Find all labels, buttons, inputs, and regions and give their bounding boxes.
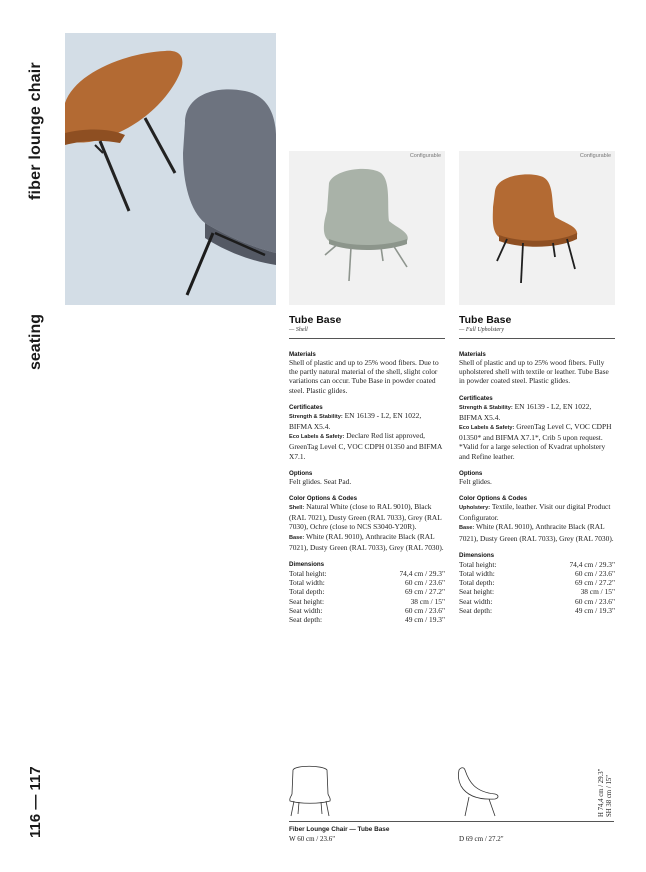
materials-text: Shell of plastic and up to 25% wood fibers. Fully upholstered shell with textile or leather. Tube Base in powder coated steel. Plastic glides. <box>459 358 609 386</box>
leather-chair-leg <box>145 118 175 173</box>
color-options-section <box>459 495 615 543</box>
color-label: Upholstery: <box>459 505 491 512</box>
table-row <box>459 587 615 596</box>
dim-label: Total height: <box>289 569 327 579</box>
product-image-leather-chair <box>459 151 615 305</box>
drawing-caption-title: Fiber Lounge Chair — Tube Base <box>289 826 390 833</box>
section-heading: Certificates <box>289 403 323 411</box>
dimensions-table <box>459 560 615 615</box>
front-view-leg <box>298 802 299 814</box>
leather-chair-shell <box>65 51 182 143</box>
section-heading: Color Options & Codes <box>289 495 358 503</box>
dim-label: Seat height: <box>289 596 325 606</box>
section-heading: Color Options & Codes <box>459 495 528 503</box>
side-view-leg <box>489 799 495 816</box>
materials-section <box>459 351 615 386</box>
product-name: Tube Base <box>459 314 512 326</box>
depth-dimension-label: D 69 cm / 27.2" <box>459 835 504 843</box>
cert-text: EN 16139 - L2, EN 1022, BIFMA X5.4. <box>459 401 592 422</box>
table-row <box>459 578 615 587</box>
dim-value: 74,4 cm / 29.3" <box>399 569 445 579</box>
dim-value: 38 cm / 15" <box>580 587 615 597</box>
certificate-line <box>289 411 445 431</box>
configurable-tag: Configurable <box>579 153 611 159</box>
section-heading: Materials <box>459 351 486 358</box>
section-heading: Materials <box>289 351 316 358</box>
dim-label: Total height: <box>459 559 497 569</box>
dim-value: 38 cm / 15" <box>410 596 445 606</box>
certificates-section <box>289 404 445 461</box>
leather-chair-illustration <box>459 151 615 305</box>
color-text: White (RAL 9010), Anthracite Black (RAL 7021), Dusty Green (RAL 7033), Grey (RAL 7030). <box>289 531 444 552</box>
materials-section <box>289 351 445 395</box>
table-row <box>289 597 445 606</box>
leather-chair-leg <box>567 239 575 269</box>
options-text: Felt glides. Seat Pad. <box>289 476 352 486</box>
color-line <box>289 532 445 552</box>
table-row <box>459 597 615 606</box>
hero-photo <box>65 33 276 305</box>
certificates-section <box>459 395 615 461</box>
color-label: Shell: <box>289 505 305 512</box>
color-options-section <box>289 495 445 552</box>
divider <box>459 338 615 339</box>
configurable-tag: Configurable <box>409 153 441 159</box>
section-heading: Dimensions <box>289 561 325 569</box>
dim-label: Seat depth: <box>459 605 493 615</box>
options-section <box>459 470 615 486</box>
materials-text: Shell of plastic and up to 25% wood fibers. Due to the partly natural material of the shell, slight color variations can occur. Tube Base in powder coated steel. Plastic glides. <box>289 358 439 395</box>
certificate-line <box>459 402 615 422</box>
color-line <box>289 502 445 532</box>
product-name: Tube Base <box>289 314 342 326</box>
width-dimension-label: W 60 cm / 23.6" <box>289 835 336 843</box>
footer-divider <box>289 821 614 822</box>
product-card-shell <box>289 151 445 624</box>
front-view-leg <box>321 802 322 814</box>
front-view-drawing <box>285 764 335 818</box>
table-row <box>289 587 445 596</box>
leather-chair-leg <box>497 239 507 261</box>
certificate-line <box>289 431 445 461</box>
table-row <box>459 569 615 578</box>
color-line <box>459 522 615 542</box>
dim-label: Seat depth: <box>289 615 323 625</box>
dim-label: Total width: <box>459 569 495 579</box>
cert-text: Declare Red list approved, GreenTag Level C, VOC CDPH 01350 and BIFMA X7.1. <box>289 431 442 461</box>
cert-text: GreenTag Level C, VOC CDPH 01350* and BIFMA X7.1*, Crib 5 upon request. *Valid for a large selection of Kvadrat upholstery and Refine leather. <box>459 422 612 461</box>
dim-value: 49 cm / 19.3" <box>405 615 445 625</box>
dim-label: Seat width: <box>289 605 323 615</box>
green-chair-leg <box>393 245 407 267</box>
cert-label: Strength & Stability: <box>459 404 513 411</box>
grey-chair-back <box>183 89 276 253</box>
section-heading: Options <box>459 469 483 477</box>
section-heading: Certificates <box>459 394 493 402</box>
dim-value: 49 cm / 19.3" <box>575 605 615 615</box>
cert-label: Eco Labels & Safety: <box>289 434 345 441</box>
leather-chair-leg <box>521 243 523 283</box>
leather-chair-shell <box>493 174 577 242</box>
color-text: Textile, leather. Visit our digital Product Configurator. <box>459 502 611 523</box>
table-row <box>289 569 445 578</box>
options-section <box>289 470 445 486</box>
green-chair-leg <box>349 247 351 281</box>
table-row <box>289 578 445 587</box>
color-line <box>459 502 615 522</box>
side-view-drawing <box>455 764 505 818</box>
section-heading: Options <box>289 469 313 477</box>
side-view-shell <box>458 768 498 799</box>
dim-label: Total depth: <box>289 587 325 597</box>
product-subtitle: — Shell <box>289 327 308 333</box>
color-label: Base: <box>289 534 305 541</box>
product-subtitle: — Full Upholstery <box>459 327 504 333</box>
hero-chairs-illustration <box>65 33 276 305</box>
color-text: Natural White (close to RAL 9010), Black (RAL 7021), Dusty Green (RAL 7033), Grey (RAL 7030), Ochre (close to NCS S3040-Y20R). <box>289 502 442 532</box>
cert-label: Eco Labels & Safety: <box>459 425 515 432</box>
dim-label: Total width: <box>289 578 325 588</box>
green-chair-illustration <box>289 151 445 305</box>
product-card-full-upholstery <box>459 151 615 615</box>
dim-value: 60 cm / 23.6" <box>575 569 615 579</box>
dim-value: 60 cm / 23.6" <box>405 605 445 615</box>
dim-value: 60 cm / 23.6" <box>405 578 445 588</box>
leather-chair-leg <box>100 141 129 211</box>
color-text: White (RAL 9010), Anthracite Black (RAL 7021), Dusty Green (RAL 7033), Grey (RAL 7030). <box>459 522 614 543</box>
grey-chair-leg <box>187 233 213 295</box>
seat-height-dimension-label: SH 38 cm / 15" <box>606 774 613 817</box>
table-row <box>289 615 445 624</box>
dim-label: Total depth: <box>459 578 495 588</box>
options-text: Felt glides. <box>459 476 492 486</box>
dimensions-section <box>459 552 615 615</box>
color-label: Base: <box>459 525 475 532</box>
table-row <box>459 560 615 569</box>
dim-value: 74,4 cm / 29.3" <box>569 559 615 569</box>
cert-label: Strength & Stability: <box>289 413 343 420</box>
dim-value: 69 cm / 27.2" <box>405 587 445 597</box>
dim-label: Seat width: <box>459 596 493 606</box>
front-view-shell <box>290 766 331 803</box>
height-dimension-label: H 74,4 cm / 29.3" <box>598 768 605 817</box>
product-image-green-chair <box>289 151 445 305</box>
dimensions-table <box>289 569 445 624</box>
table-row <box>459 606 615 615</box>
page-numbers: 116 — 117 <box>27 766 44 838</box>
dimensions-section <box>289 561 445 624</box>
section-heading: Dimensions <box>459 551 495 559</box>
front-view-leg <box>291 801 294 816</box>
dim-value: 60 cm / 23.6" <box>575 596 615 606</box>
green-chair-shell <box>324 169 408 247</box>
side-view-leg <box>465 797 469 816</box>
certificate-line <box>459 422 615 461</box>
product-title-vertical: fiber lounge chair <box>27 62 44 200</box>
cert-text: EN 16139 - L2, EN 1022, BIFMA X5.4. <box>289 410 422 432</box>
table-row <box>289 606 445 615</box>
dim-label: Seat height: <box>459 587 495 597</box>
front-view-leg <box>326 801 329 816</box>
divider <box>289 338 445 339</box>
category-label-vertical: seating <box>27 313 44 370</box>
dim-value: 69 cm / 27.2" <box>575 578 615 588</box>
